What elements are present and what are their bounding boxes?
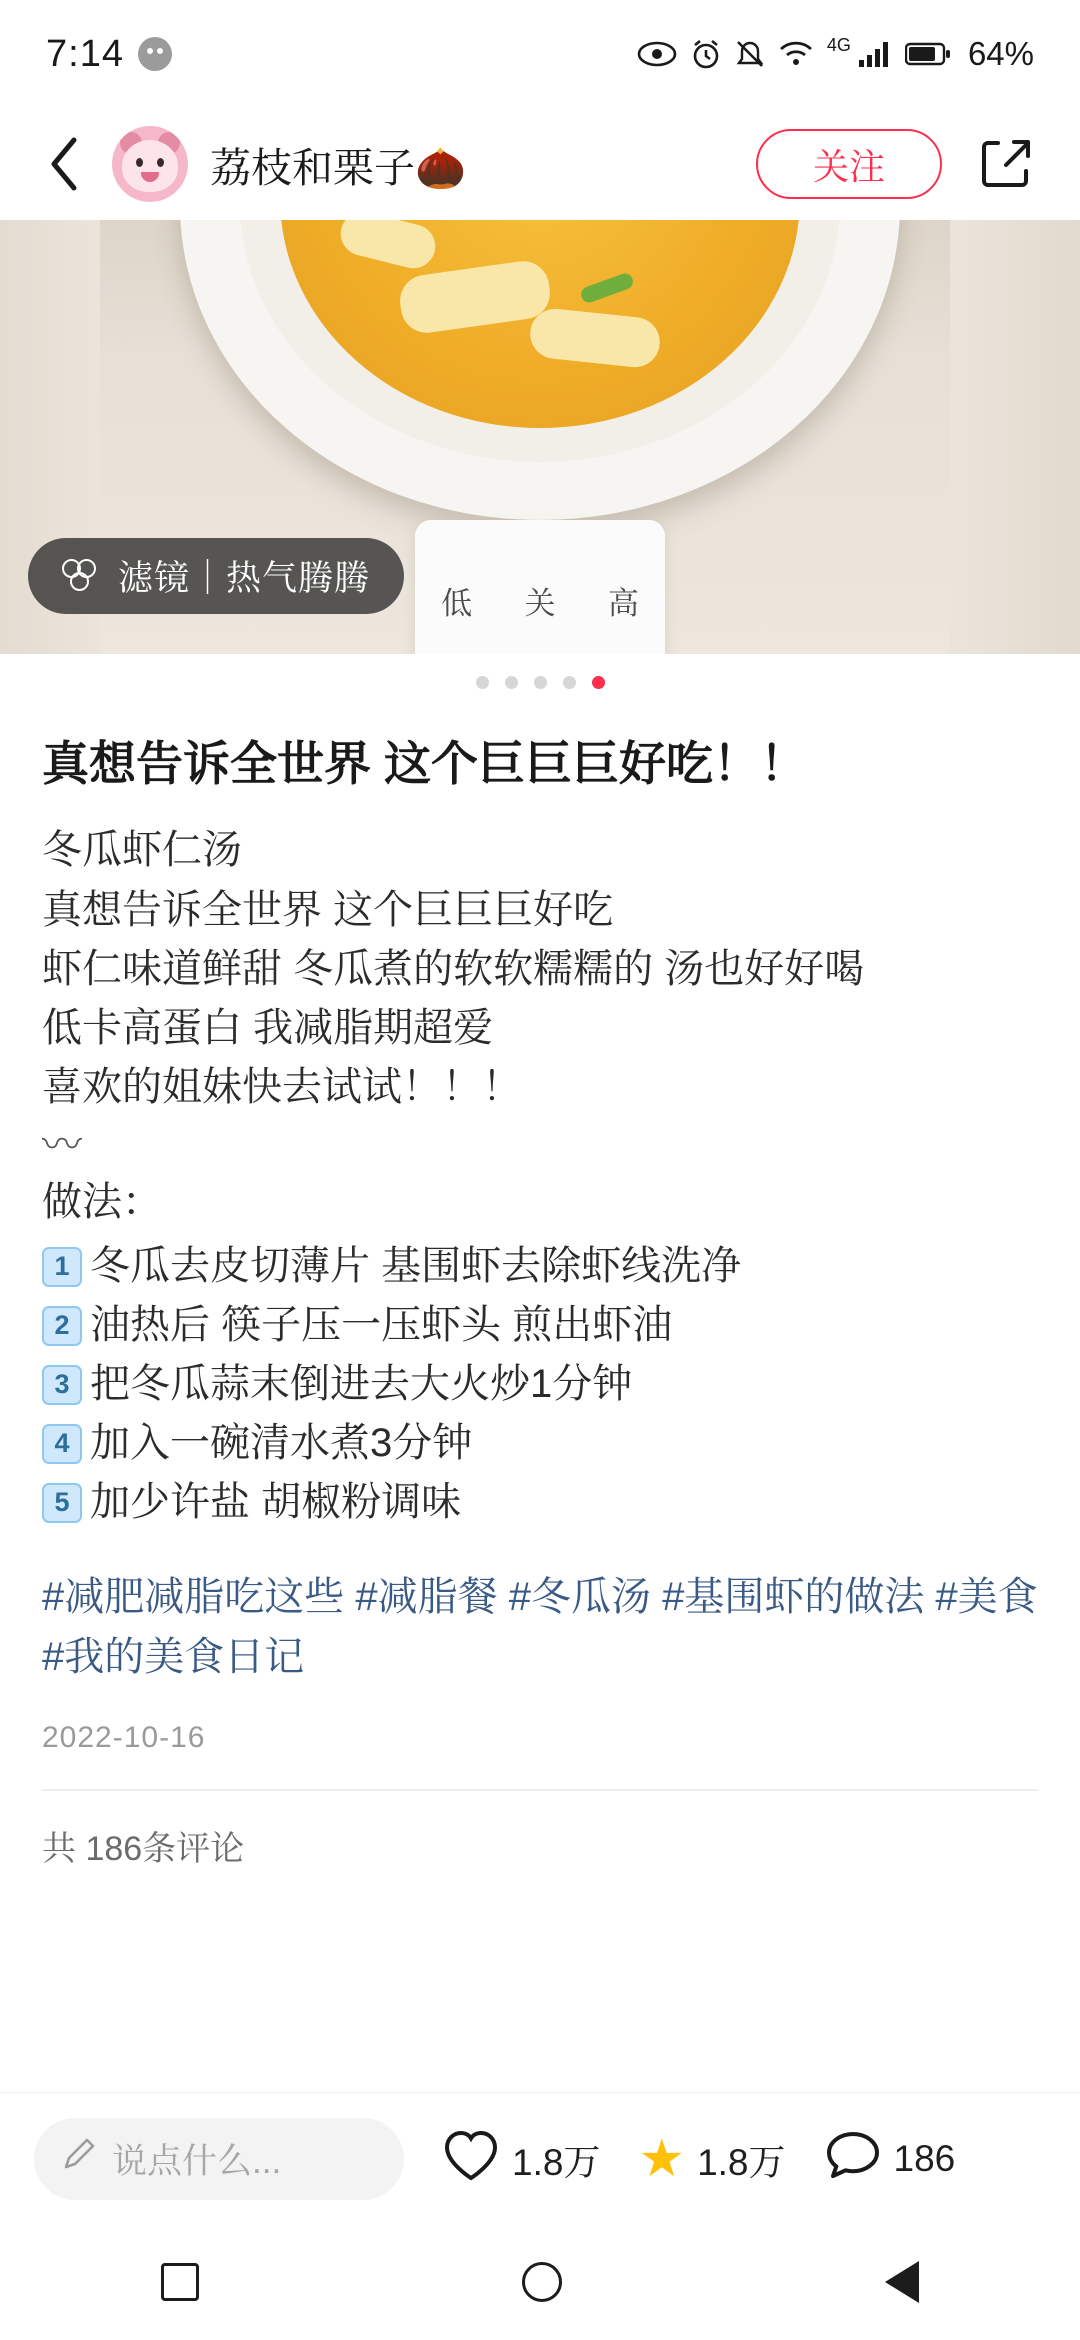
network-type-label: 4G (826, 34, 851, 55)
post-body-line: 低卡高蛋白 我减脂期超爱 (42, 1006, 494, 1050)
post-body-line: 虾仁味道鲜甜 冬瓜煮的软软糯糯的 汤也好好喝 (42, 946, 865, 991)
divider (42, 1789, 1038, 1791)
like-count: 1.8万 (512, 2141, 601, 2183)
post-title: 真想告诉全世界 这个巨巨巨好吃！！ (42, 737, 808, 790)
triangle-back-icon[interactable] (885, 2261, 919, 2303)
status-bar (0, 0, 1080, 108)
square-icon[interactable] (161, 2263, 199, 2301)
status-bar-right (637, 35, 1034, 73)
back-icon[interactable] (38, 136, 94, 192)
post-image[interactable] (0, 220, 1080, 654)
scale-label-off: 关 (524, 586, 556, 621)
post-body (42, 821, 1038, 1232)
follow-button[interactable]: 关注 (756, 129, 942, 199)
post-body-line: 喜欢的姐妹快去试试！！！ (42, 1065, 522, 1110)
step-text: 把冬瓜蒜末倒进去大火炒1分钟 (90, 1361, 633, 1406)
carousel-dot[interactable] (534, 676, 547, 689)
list-item (42, 1355, 1038, 1414)
carousel-dot[interactable] (563, 676, 576, 689)
status-bar-left (46, 33, 172, 76)
list-item (42, 1296, 1038, 1355)
scale-label-high: 高 (607, 586, 639, 621)
soup-chunk (397, 258, 554, 336)
step-number: 5 (42, 1483, 82, 1523)
comment-action[interactable] (824, 2129, 956, 2188)
mute-icon (735, 38, 765, 70)
signal-icon (858, 40, 892, 68)
filter-label: 滤镜｜热气腾腾 (118, 559, 371, 598)
heart-icon[interactable] (442, 2129, 500, 2188)
steps-heading: 做法： (42, 1180, 162, 1225)
avatar-face (122, 140, 178, 192)
soup-chunk (528, 306, 663, 369)
post-body-line: 真想告诉全世界 这个巨巨巨好吃 (42, 887, 614, 932)
author-nickname[interactable]: 荔枝和栗子🌰 (210, 144, 467, 191)
steps-list (42, 1237, 1038, 1533)
counter-right (950, 220, 1080, 654)
circle-icon[interactable] (522, 2262, 562, 2302)
comment-count-label: 共 186条评论 (42, 1829, 245, 1868)
soup-chunk (336, 220, 440, 273)
comment-input[interactable] (34, 2118, 404, 2200)
list-item (42, 1237, 1038, 1296)
share-icon[interactable] (976, 133, 1038, 195)
step-text: 油热后 筷子压一压虾头 煎出虾油 (90, 1302, 673, 1347)
collect-count: 1.8万 (697, 2141, 786, 2183)
star-icon[interactable]: ★ (638, 2129, 686, 2188)
scale-label-low: 低 (441, 586, 473, 621)
comment-count: 186 (893, 2137, 956, 2179)
soup-herb (579, 271, 635, 305)
step-text: 加少许盐 胡椒粉调味 (90, 1480, 462, 1525)
bottom-action-bar (0, 2092, 1080, 2224)
scale-labels (415, 578, 665, 623)
filter-badge[interactable] (28, 538, 404, 614)
step-number: 1 (42, 1247, 82, 1287)
like-action[interactable] (442, 2129, 600, 2188)
carousel-dot-active[interactable] (592, 676, 605, 689)
avatar-eye-right (157, 158, 164, 167)
android-nav-bar (0, 2224, 1080, 2340)
step-number: 3 (42, 1365, 82, 1405)
avatar[interactable] (112, 126, 188, 202)
carousel-indicator (0, 654, 1080, 710)
step-number: 2 (42, 1306, 82, 1346)
hashtag-list[interactable]: #减肥减脂吃这些 #减脂餐 #冬瓜汤 #基围虾的做法 #美食 #我的美食日记 (42, 1574, 1038, 1679)
filter-icon (62, 559, 100, 593)
eye-icon (637, 41, 677, 67)
alarm-icon (690, 38, 722, 70)
wave-divider: 〰 (42, 1123, 76, 1168)
comment-placeholder: 说点什么... (112, 2141, 282, 2181)
battery-icon (905, 41, 951, 67)
scale-stand (415, 520, 665, 654)
status-time: 7:14 (46, 32, 124, 75)
step-number: 4 (42, 1424, 82, 1464)
step-text: 加入一碗清水煮3分钟 (90, 1421, 473, 1466)
wechat-icon (138, 37, 172, 71)
wifi-icon (778, 40, 814, 68)
list-item (42, 1414, 1038, 1473)
comment-bubble-icon[interactable] (824, 2129, 882, 2188)
post-body-line: 冬瓜虾仁汤 (42, 828, 242, 873)
list-item (42, 1473, 1038, 1532)
avatar-eye-left (136, 158, 143, 167)
pencil-icon (60, 2137, 98, 2180)
top-nav-bar (0, 108, 1080, 220)
post-date: 2022-10-16 (42, 1720, 206, 1754)
carousel-dot[interactable] (476, 676, 489, 689)
collect-action[interactable] (638, 2129, 786, 2188)
step-text: 冬瓜去皮切薄片 基围虾去除虾线洗净 (90, 1243, 742, 1288)
post-content (0, 710, 1080, 1870)
carousel-dot[interactable] (505, 676, 518, 689)
battery-percent: 64% (967, 35, 1034, 72)
